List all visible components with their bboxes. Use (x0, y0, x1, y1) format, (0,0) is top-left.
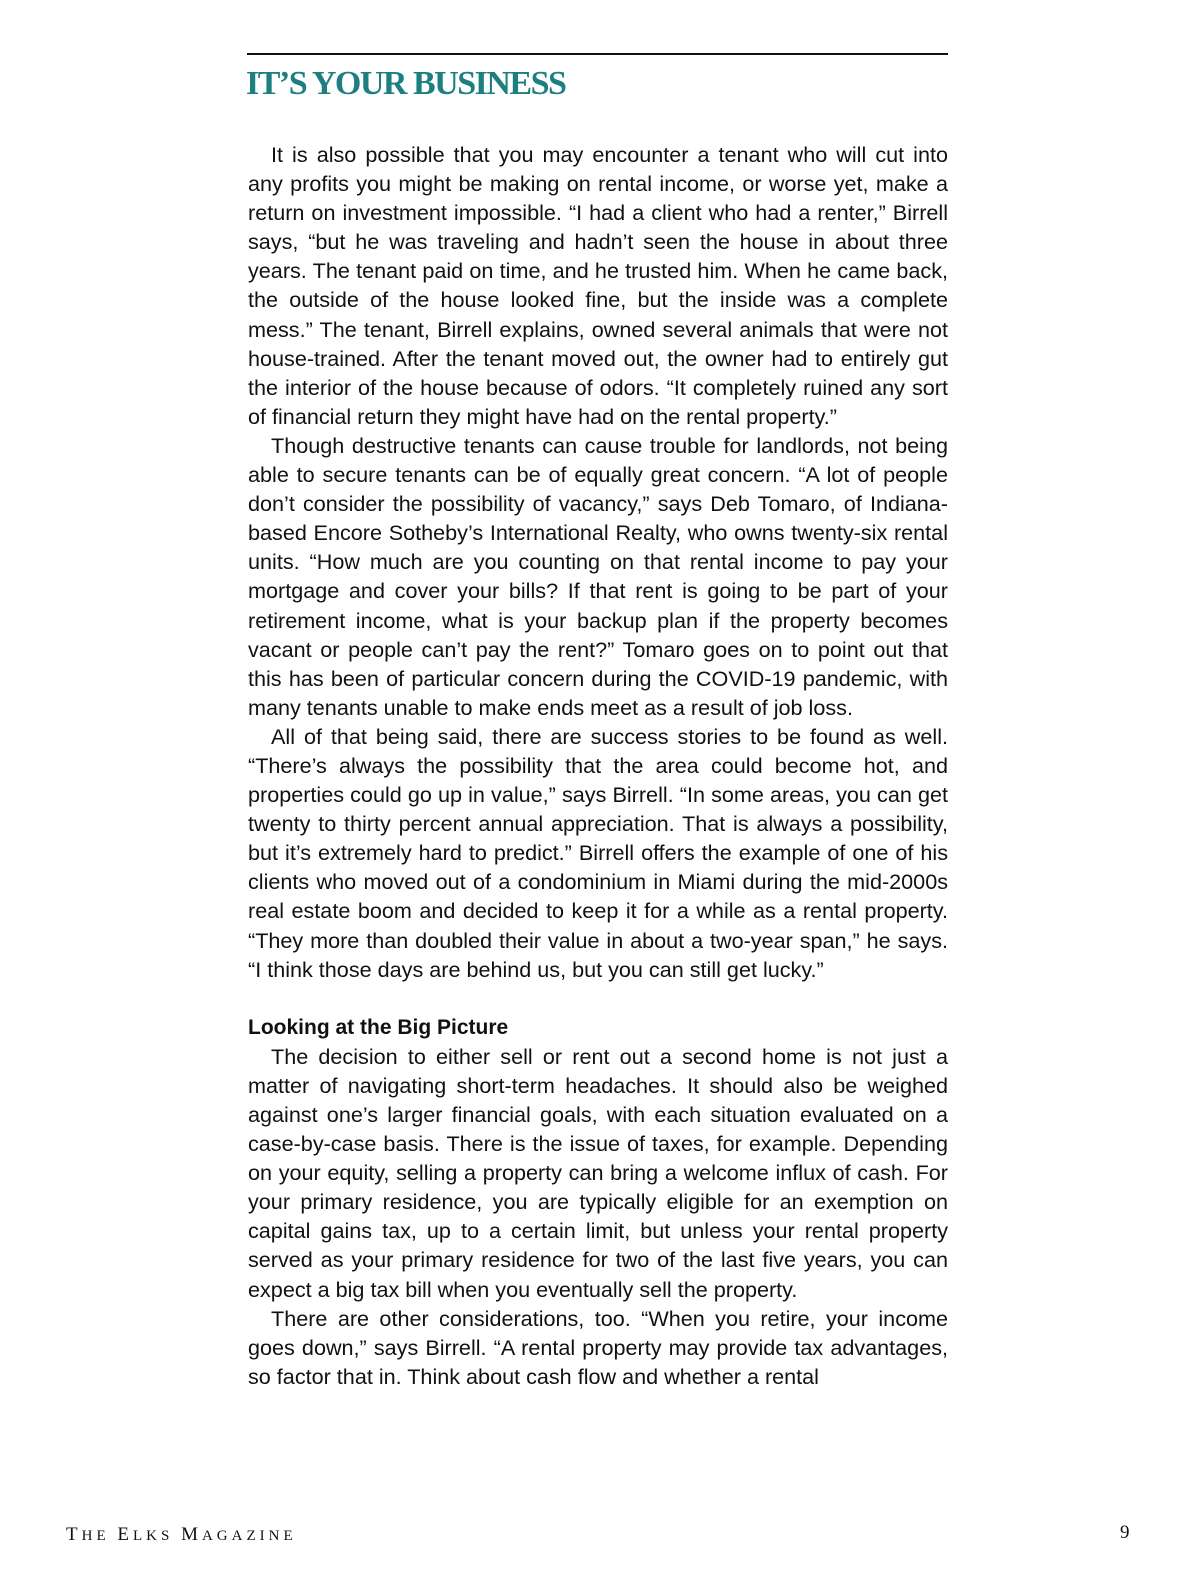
section-title: IT’S YOUR BUSINESS (246, 65, 566, 102)
article-paragraph: There are other considerations, too. “When you retire, your income goes down,” says Birrell. “A rental property may provide tax advantages, so factor that in. Think about cash flow and whether a rental (248, 1305, 948, 1389)
article-paragraph: The decision to either sell or rent out a second home is not just a matter of navigating short-term headaches. It should also be weighed against one’s larger financial goals, with each situation evaluated on a case-by-case basis. There is the issue of taxes, for example. Depending on your equity, selling a property can bring a welcome influx of cash. For your primary residence, you are typically eligible for an exemption on capital gains tax, up to a certain limit, but unless your rental property served as your primary residence for two of the last five years, you can expect a big tax bill when you eventually sell the property. (248, 1043, 948, 1302)
page-number: 9 (1120, 1522, 1130, 1543)
article-paragraph: Though destructive tenants can cause trouble for landlords, not being able to secure tenants can be of equally great concern. “A lot of people don’t consider the possibility of vacancy,” says Deb Tomaro, of Indiana-based Encore Sotheby’s International Realty, who owns twenty-six rental units. “How much are you counting on that rental income to pay your mortgage and cover your bills? If that rent is going to be part of your retirement income, what is your backup plan if the property becomes vacant or people can’t pay the rent?” Tomaro goes on to point out that this has been of particular concern during the COVID-19 pandemic, with many tenants unable to make ends meet as a result of job loss. (248, 432, 948, 720)
subheading: Looking at the Big Picture (248, 1015, 509, 1039)
article-paragraph: It is also possible that you may encounter a tenant who will cut into any profits you might be making on rental income, or worse yet, make a return on investment impossible. “I had a client who had a renter,” Birrell says, “but he was traveling and hadn’t seen the house in about three years. The tenant paid on time, and he trusted him. When he came back, the outside of the house looked fine, but the inside was a complete mess.” The tenant, Birrell explains, owned several animals that were not house-trained. After the tenant moved out, the owner had to entirely gut the interior of the house because of odors. “It completely ruined any sort of financial return they might have had on the rental property.” (248, 142, 948, 429)
top-rule (247, 53, 948, 55)
magazine-name: THE ELKS MAGAZINE (66, 1524, 297, 1545)
article-body (248, 140, 948, 1391)
article-paragraph: All of that being said, there are success stories to be found as well. “There’s always the possibility that the area could become hot, and properties could go up in value,” says Birrell. “In some areas, you can get twenty to thirty percent annual appreciation. That is always a possibility, but it’s extremely hard to predict.” Birrell offers the example of one of his clients who moved out of a condominium in Miami during the mid-2000s real estate boom and decided to keep it for a while as a rental property. “They more than doubled their value in about a two-year span,” he says. “I think those days are behind us, but you can still get lucky.” (248, 723, 948, 982)
